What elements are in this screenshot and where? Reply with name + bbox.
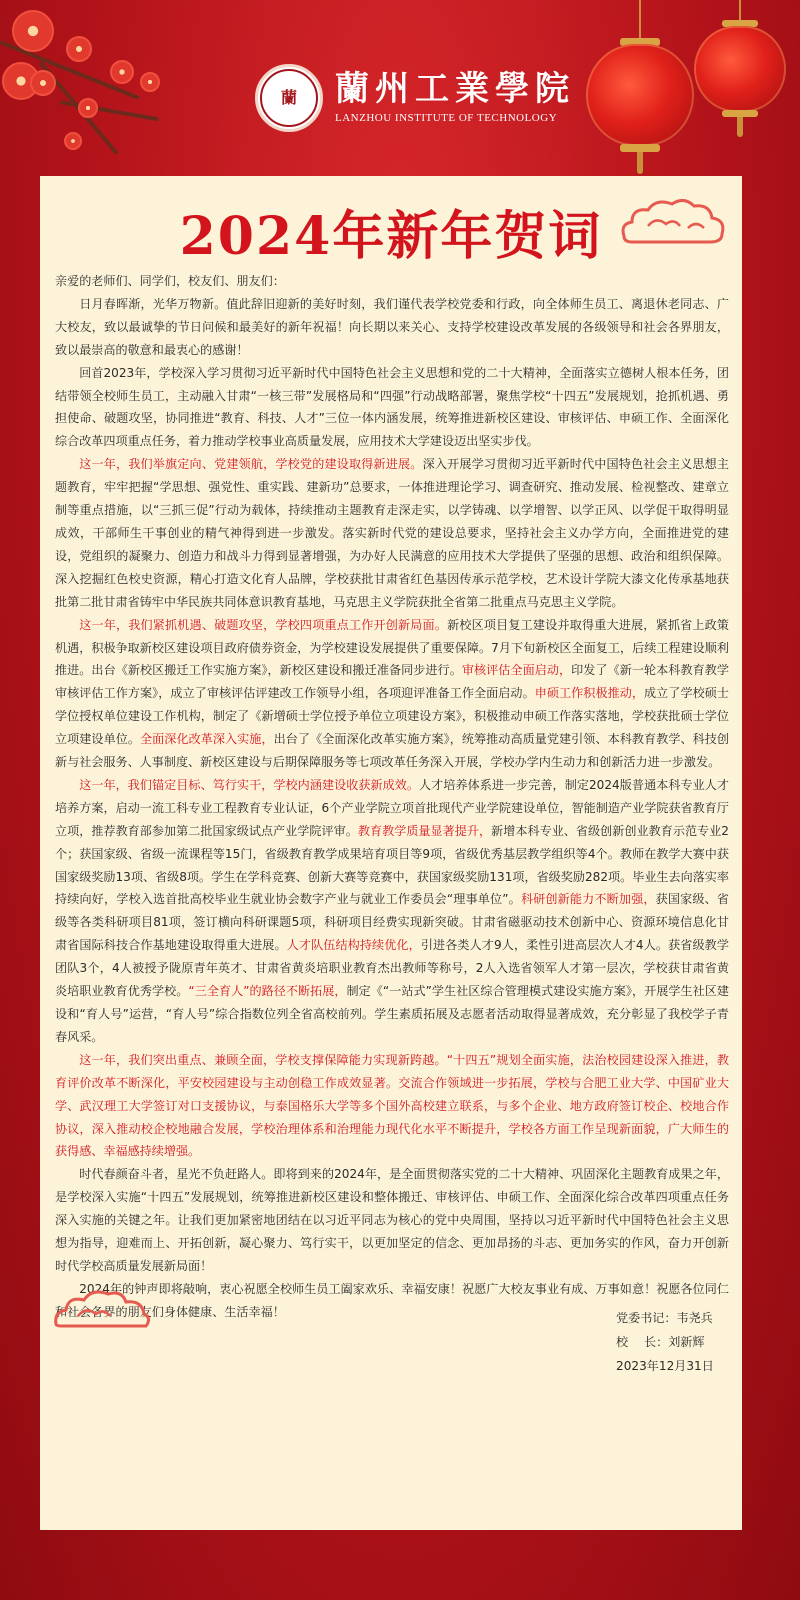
auspicious-cloud-icon [52, 1286, 152, 1334]
plum-branch [60, 100, 159, 121]
plum-blossom-icon [110, 60, 134, 84]
highlight-text: 全面深化改革深入实施， [140, 732, 274, 747]
school-name-cn: 蘭州工業學院 [335, 69, 575, 109]
signature-president: 校 长：刘新辉 [616, 1335, 705, 1349]
body-paragraph [55, 293, 729, 362]
plum-blossom-icon [30, 70, 56, 96]
school-name-en: LANZHOU INSTITUTE OF TECHNOLOGY [335, 112, 558, 124]
body-text: 获国家级、省级等各类科研项目81项，签订横向科研课题5项，科研项目经费实现新突破。甘肃省磁驱动技术创新中心、资源环境信息化甘肃省国际科技合作基地建设取得重大进展。 [55, 892, 729, 953]
body-text: 人才培养体系进一步完善，制定2024版普通本科专业人才培养方案，启动一流工科专业工程教育专业认证，6个产业学院立项首批现代产业学院建设单位，智能制造产业学院获省教育厅立项，推荐教育部参加第二批国家级试点产业学院评审。 [55, 777, 729, 838]
body-paragraph [55, 774, 729, 1049]
plum-blossom-icon [12, 10, 54, 52]
body-paragraph [55, 1163, 729, 1278]
body-text: 新增本科专业、省级创新创业教育示范专业2个；获国家级、省级一流课程等15门，省级教育教学成果培育项目等9项，省级优秀基层教学组织等4个。教师在教学大赛中获国家级奖励13项、省级8项。学生在学科竞赛、创新大赛等竞赛中，获国家级奖励131项，省级奖励282项。毕业生去向落实率持续向好，学校入选首批高校毕业生就业协会数字产业与就业工作委员会“理事单位”。 [55, 823, 729, 907]
highlight-text: 审核评估全面启动， [461, 663, 572, 678]
signature-block [616, 1306, 728, 1378]
school-seal-icon: 蘭 [255, 64, 323, 132]
body-text: 日月春晖渐，光华万物新。值此辞旧迎新的美好时刻，我们谨代表学校党委和行政，向全体师生员工、离退休老同志、广大校友，致以最诚挚的节日问候和最美好的新年祝福！向长期以来关心、支持学校建设改革发展的各级领导和社会各界朋友，致以最崇高的敬意和最衷心的感谢！ [55, 296, 729, 357]
plum-blossom-icon [140, 72, 160, 92]
letter-body [55, 270, 729, 1324]
body-text: 制定《“一站式”学生社区综合管理模式建设实施方案》，开展学生社区建设和“育人号”运营，“育人号”综合指数位列全省高校前列。学生素质拓展及志愿者活动取得显著成效，充分彰显了我校学子青春风采。 [55, 984, 729, 1044]
lantern-cap [722, 110, 758, 117]
highlight-text: 申硕工作积极推动， [534, 686, 645, 701]
highlight-text: “三全育人”的路径不断拓展， [188, 984, 347, 999]
plum-blossom-icon [64, 132, 82, 150]
school-logo [255, 58, 585, 138]
body-text: 2024年的钟声即将敲响，衷心祝愿全校师生员工阖家欢乐、幸福安康！祝愿广大校友事业有成、万事如意！祝愿各位同仁和社会各界的朋友们身体健康、生活幸福！ [55, 1281, 729, 1319]
body-text: 引进各类人才9人，柔性引进高层次人才4人。获省级教学团队3个，4人被授予陇原青年英才、甘肃省黄炎培职业教育杰出教师等称号，2人入选省领军人才第一层次，学校获甘肃省黄炎培职业教育优秀学校。 [55, 938, 729, 999]
signature-secretary: 党委书记：韦尧兵 [616, 1311, 713, 1325]
signature-date: 2023年12月31日 [616, 1359, 714, 1373]
body-text: 印发了《新一轮本科教育教学审核评估工作方案》，成立了审核评估评建改工作领导小组，各项迎评准备工作全面启动。 [55, 663, 729, 701]
greeting: 亲爱的老师们、同学们，校友们、朋友们： [55, 274, 285, 288]
letter-paper [40, 176, 742, 1530]
lantern-string [639, 0, 641, 40]
body-paragraph [55, 362, 729, 454]
lantern-tassel [737, 117, 743, 137]
body-paragraph [55, 453, 729, 613]
body-text: 深入开展学习贯彻习近平新时代中国特色社会主义思想主题教育，牢牢把握“学思想、强党性、重实践、建新功”总要求，一体推进理论学习、调查研究、推动发展、检视整改、建章立制等重点措施，以“三抓三促”行动为载体，持续推动主题教育走深走实，以学铸魂、以学增智、以学正风、以学促干取得明显成效，干部师生干事创业的精气神得到进一步激发。落实新时代党的建设总要求，坚持社会主义办学方向，全面推进党的建设，党组织的凝聚力、创造力和战斗力得到显著增强，为办好人民满意的应用技术大学提供了坚强的思想、政治和组织保障。深入挖掘红色校史资源，精心打造文化育人品牌，学校获批甘肃省红色基因传承示范学校，艺术设计学院大漆文化传承基地获批第二批甘肃省铸牢中华民族共同体意识教育基地，马克思主义学院获批全省第二批重点马克思主义学院。 [55, 457, 729, 609]
body-text: 回首2023年，学校深入学习贯彻习近平新时代中国特色社会主义思想和党的二十大精神，全面落实立德树人根本任务，团结带领全校师生员工，主动融入甘肃“一核三带”发展格局和“四强”行动战略部署，聚焦学校“十四五”发展规划，抢抓机遇、勇担使命、破题攻坚，协同推进“教育、科技、人才”三位一体内涵发展，统筹推进新校区建设、审核评估、申硕工作、全面深化综合改革四项重点任务，着力推动学校事业高质量发展，应用技术大学建设迈出坚实步伐。 [55, 365, 729, 449]
highlight-text: 这一年，我们锚定目标、笃行实干，学校内涵建设收获新成效。 [79, 777, 420, 792]
body-text: 成立了学校硕士学位授权单位建设工作机构，制定了《新增硕士学位授予单位立项建设方案》，积极推动申硕工作落实落地，学校获批硕士学位立项建设单位。 [55, 686, 729, 747]
highlight-text: 这一年，我们突出重点、兼顾全面，学校支撑保障能力实现新跨越。“十四五”规划全面实施，法治校园建设深入推进，教育评价改革不断深化，平安校园建设与主动创稳工作成效显著。交流合作领域进一步拓展，学校与合肥工业大学、中国矿业大学、武汉理工大学签订对口支援协议，与泰国格乐大学等多个国外高校建立联系，与多个企业、地方政府签订校企、校地合作协议，深入推动校企校地融合发展，学校治理体系和治理能力现代化水平不断提升，学校各方面工作呈现新面貌，广大师生的获得感、幸福感持续增强。 [55, 1052, 729, 1159]
lantern-cap [620, 144, 660, 152]
highlight-text: 这一年，我们举旗定向、党建领航，学校党的建设取得新进展。 [79, 457, 423, 472]
body-text: 时代春颜奋斗者，星光不负赶路人。即将到来的2024年，是全面贯彻落实党的二十大精神、巩固深化主题教育成果之年，是学校深入实施“十四五”发展规划，统筹推进新校区建设和整体搬迁、审核评估、申硕工作、全面深化综合改革四项重点任务深入实施的关键之年。让我们更加紧密地团结在以习近平同志为核心的党中央周围，坚持以习近平新时代中国特色社会主义思想为指导，迎难而上、开拓创新，凝心聚力、笃行实干，以更加坚定的信念、更加昂扬的斗志、更加务实的作风，奋力开创新时代学校高质量发展新局面！ [55, 1167, 729, 1273]
body-text: 出台了《全面深化改革实施方案》，统筹推动高质量党建引领、本科教育教学、科技创新与社会服务、人事制度、新校区建设与后期保障服务等七项改革任务深入开展，学校办学内生动力和创新活力进一步激发。 [55, 732, 729, 770]
school-name [335, 69, 575, 124]
plum-blossom-icon [66, 36, 92, 62]
header-banner [0, 0, 800, 176]
lantern-string [739, 0, 741, 22]
highlight-text: 这一年，我们紧抓机遇、破题攻坚，学校四项重点工作开创新局面。 [79, 617, 448, 632]
lantern-icon [694, 26, 786, 112]
plum-blossom-icon [78, 98, 98, 118]
highlight-text: 科研创新能力不断加强， [520, 892, 656, 907]
lantern-icon [586, 44, 694, 146]
body-text: 新校区项目复工建设并取得重大进展，紧抓省上政策机遇，积极争取新校区建设项目政府债券资金，为学校建设发展提供了重要保障。7月下旬新校区全面复工，后续工程建设顺利推进。出台《新校区搬迁工作实施方案》，新校区建设和搬迁准备同步进行。 [55, 617, 729, 678]
auspicious-cloud-icon [618, 196, 728, 248]
highlight-text: 人才队伍结构持续优化， [286, 938, 421, 953]
body-paragraph [55, 1049, 729, 1164]
highlight-text: 教育教学质量显著提升， [357, 823, 492, 838]
page-title: 2024年新年贺词 [179, 206, 603, 267]
body-paragraph [55, 614, 729, 774]
lantern-tassel [637, 152, 643, 174]
